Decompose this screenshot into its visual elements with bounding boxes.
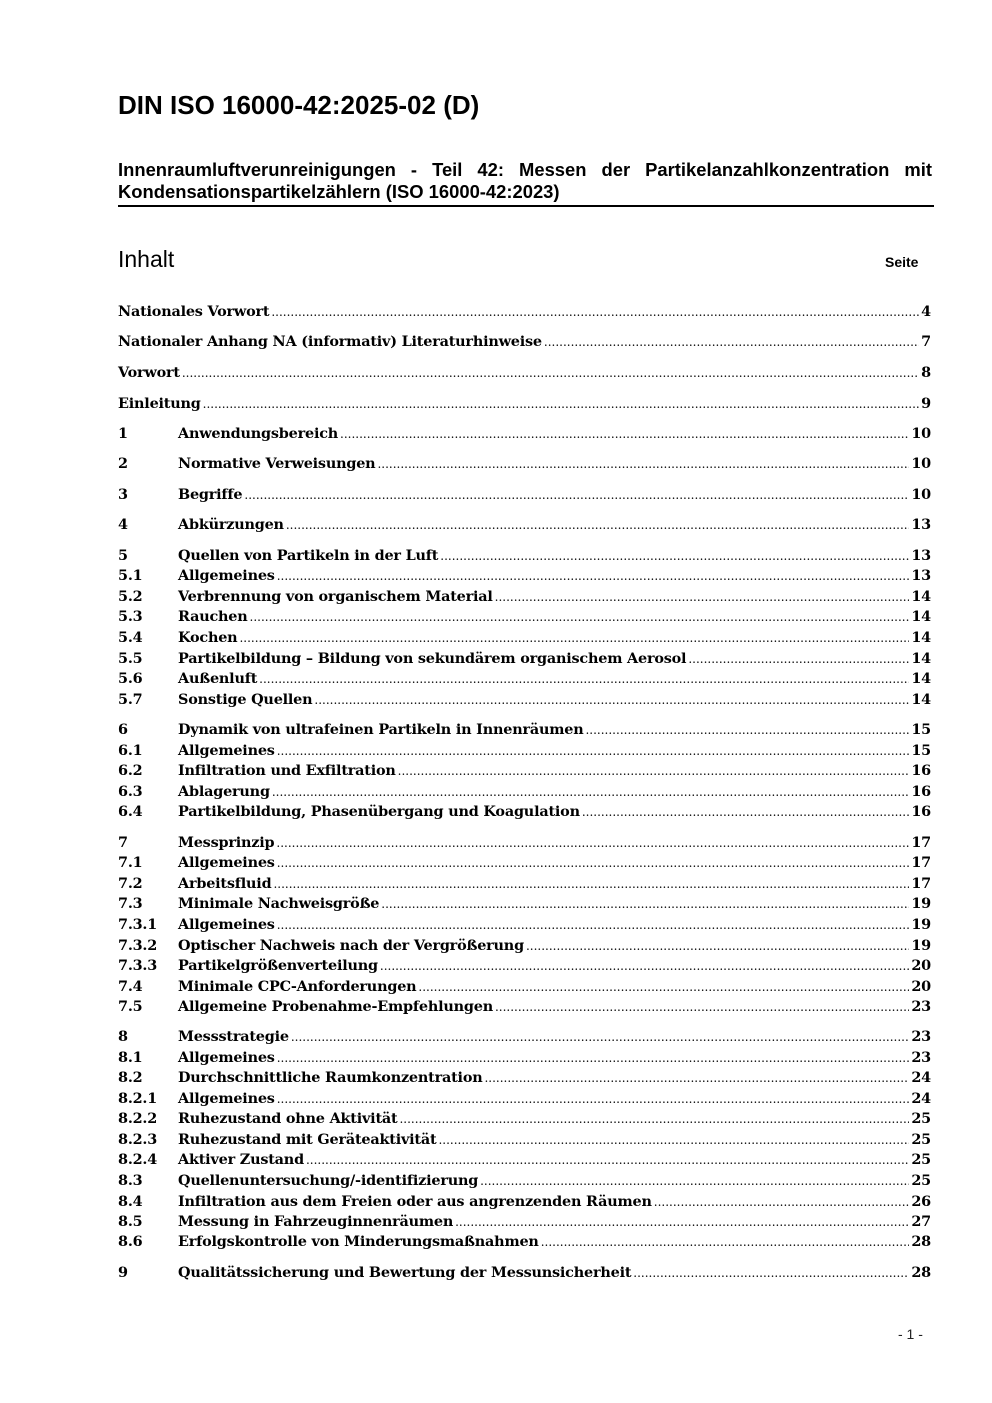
toc-entry[interactable] — [118, 587, 931, 607]
toc-entry-title: Infiltration aus dem Freien oder aus angrenzenden Räumen — [178, 1193, 652, 1210]
toc-entry-page: 24 — [911, 1090, 931, 1107]
toc-dot-leader — [273, 874, 909, 894]
toc-entry-title: Quellen von Partikeln in der Luft — [178, 547, 439, 564]
document-title: DIN ISO 16000-42:2025-02 (D) — [118, 90, 480, 120]
toc-entry[interactable] — [118, 761, 931, 781]
toc-entry[interactable] — [118, 1027, 931, 1047]
toc-entry-page: 4 — [921, 303, 931, 320]
toc-entry-number: 5.3 — [118, 608, 143, 625]
toc-dot-leader — [418, 977, 909, 997]
toc-dot-leader — [544, 332, 919, 352]
toc-entry-page: 26 — [911, 1193, 931, 1210]
toc-entry-title: Allgemeine Probenahme-Empfehlungen — [178, 998, 493, 1015]
toc-dot-leader — [277, 853, 910, 873]
toc-entry-page: 15 — [911, 721, 931, 738]
toc-entry-title: Allgemeines — [178, 1049, 275, 1066]
toc-entry-title: Nationales Vorwort — [118, 303, 270, 320]
toc-dot-leader — [654, 1192, 910, 1212]
toc-dot-leader — [182, 363, 919, 383]
toc-entry-number: 7.2 — [118, 875, 143, 892]
toc-entry-title: Anwendungsbereich — [178, 425, 339, 442]
toc-entry-title: Kochen — [178, 629, 238, 646]
toc-dot-leader — [277, 1089, 910, 1109]
toc-entry[interactable] — [118, 332, 931, 352]
toc-entry-number: 6.1 — [118, 742, 143, 759]
toc-entry-number: 5 — [118, 547, 128, 564]
toc-entry-page: 17 — [911, 834, 931, 851]
toc-entry[interactable] — [118, 833, 931, 853]
toc-entry-title: Abkürzungen — [178, 516, 284, 533]
toc-entry-number: 8 — [118, 1028, 128, 1045]
toc-entry-number: 4 — [118, 516, 128, 533]
toc-entry-page: 10 — [911, 486, 931, 503]
toc-entry-title: Ablagerung — [178, 783, 270, 800]
toc-dot-leader — [272, 782, 910, 802]
toc-entry[interactable] — [118, 607, 931, 627]
toc-entry-number: 7.1 — [118, 854, 143, 871]
toc-entry-title: Nationaler Anhang NA (informativ) Literaturhinweise — [118, 333, 542, 350]
toc-entry[interactable] — [118, 1068, 931, 1088]
toc-entry[interactable] — [118, 566, 931, 586]
toc-entry-title: Verbrennung von organischem Material — [178, 588, 493, 605]
toc-entry[interactable] — [118, 669, 931, 689]
toc-entry-page: 8 — [921, 364, 931, 381]
toc-entry-number: 6.4 — [118, 803, 143, 820]
toc-entry-title: Quellenuntersuchung/-identifizierung — [178, 1172, 479, 1189]
toc-entry-page: 20 — [911, 957, 931, 974]
toc-dot-leader — [239, 628, 909, 648]
toc-entry-page: 16 — [911, 762, 931, 779]
toc-entry[interactable] — [118, 853, 931, 873]
toc-entry[interactable] — [118, 1192, 931, 1212]
toc-entry-title: Allgemeines — [178, 854, 275, 871]
toc-entry[interactable] — [118, 915, 931, 935]
page-column-heading: Seite — [885, 254, 919, 270]
document-subtitle: Innenraumluftverunreinigungen - Teil 42: Messen der Partikelanzahlkonzentration mit Kondensationspartikelzählern (ISO 16000-42:2023) — [118, 159, 932, 202]
toc-dot-leader — [250, 607, 910, 627]
toc-entry[interactable] — [118, 997, 931, 1017]
toc-entry-page: 7 — [921, 333, 931, 350]
toc-entry-page: 25 — [911, 1151, 931, 1168]
toc-entry-page: 14 — [911, 670, 931, 687]
toc-entry[interactable] — [118, 782, 931, 802]
toc-entry-title: Minimale Nachweisgröße — [178, 895, 380, 912]
toc-dot-leader — [314, 690, 909, 710]
toc-dot-leader — [306, 1150, 909, 1170]
toc-entry-number: 8.6 — [118, 1233, 143, 1250]
toc-entry-page: 19 — [911, 895, 931, 912]
toc-entry-number: 8.5 — [118, 1213, 143, 1230]
toc-entry[interactable] — [118, 649, 931, 669]
toc-entry-page: 20 — [911, 978, 931, 995]
toc-entry-page: 16 — [911, 803, 931, 820]
toc-entry-number: 5.1 — [118, 567, 143, 584]
toc-entry[interactable] — [118, 1263, 931, 1283]
toc-dot-leader — [455, 1212, 909, 1232]
toc-dot-leader — [244, 485, 909, 505]
toc-entry-title: Partikelbildung – Bildung von sekundärem organischem Aerosol — [178, 650, 687, 667]
toc-dot-leader — [259, 669, 909, 689]
toc-entry[interactable] — [118, 515, 931, 535]
toc-entry-number: 5.5 — [118, 650, 143, 667]
toc-entry[interactable] — [118, 874, 931, 894]
toc-entry-page: 17 — [911, 875, 931, 892]
toc-entry-page: 24 — [911, 1069, 931, 1086]
toc-entry-number: 5.7 — [118, 691, 143, 708]
toc-entry-title: Allgemeines — [178, 1090, 275, 1107]
toc-entry-page: 14 — [911, 691, 931, 708]
toc-entry[interactable] — [118, 1109, 931, 1129]
toc-dot-leader — [277, 915, 910, 935]
toc-entry-number: 7.3.3 — [118, 957, 158, 974]
toc-entry-title: Durchschnittliche Raumkonzentration — [178, 1069, 483, 1086]
toc-entry[interactable] — [118, 956, 931, 976]
toc-entry-page: 23 — [911, 1028, 931, 1045]
toc-entry-number: 7.3.1 — [118, 916, 158, 933]
toc-entry-title: Arbeitsfluid — [178, 875, 272, 892]
toc-entry-number: 3 — [118, 486, 128, 503]
toc-entry-number: 9 — [118, 1264, 128, 1281]
toc-entry-number: 8.1 — [118, 1049, 143, 1066]
toc-entry-title: Dynamik von ultrafeinen Partikeln in Innenräumen — [178, 721, 584, 738]
toc-entry-page: 13 — [911, 516, 931, 533]
toc-entry-number: 5.6 — [118, 670, 143, 687]
toc-entry[interactable] — [118, 936, 931, 956]
toc-entry-number: 7.4 — [118, 978, 143, 995]
toc-entry-number: 6.3 — [118, 783, 143, 800]
toc-dot-leader — [277, 566, 910, 586]
toc-entry[interactable] — [118, 424, 931, 444]
toc-entry[interactable] — [118, 977, 931, 997]
toc-entry-page: 17 — [911, 854, 931, 871]
toc-entry-title: Erfolgskontrolle von Minderungsmaßnahmen — [178, 1233, 539, 1250]
toc-entry-number: 1 — [118, 425, 128, 442]
toc-entry-page: 25 — [911, 1131, 931, 1148]
toc-dot-leader — [495, 997, 909, 1017]
toc-entry-number: 8.2.2 — [118, 1110, 158, 1127]
toc-entry-page: 13 — [911, 567, 931, 584]
toc-entry-title: Begriffe — [178, 486, 243, 503]
toc-entry-title: Ruhezustand ohne Aktivität — [178, 1110, 398, 1127]
toc-entry[interactable] — [118, 628, 931, 648]
toc-dot-leader — [495, 587, 910, 607]
toc-dot-leader — [582, 802, 910, 822]
toc-dot-leader — [438, 1130, 909, 1150]
toc-dot-leader — [585, 720, 909, 740]
toc-entry-page: 16 — [911, 783, 931, 800]
toc-entry-number: 7.3 — [118, 895, 143, 912]
toc-entry-title: Partikelgrößenverteilung — [178, 957, 378, 974]
toc-dot-leader — [380, 956, 909, 976]
toc-entry-page: 14 — [911, 629, 931, 646]
toc-entry-number: 8.2 — [118, 1069, 143, 1086]
toc-entry-page: 14 — [911, 650, 931, 667]
toc-entry-page: 28 — [911, 1233, 931, 1250]
toc-entry-number: 8.2.4 — [118, 1151, 158, 1168]
toc-dot-leader — [277, 1048, 910, 1068]
toc-entry-page: 27 — [911, 1213, 931, 1230]
toc-entry[interactable] — [118, 720, 931, 740]
contents-heading: Inhalt — [118, 246, 175, 272]
toc-dot-leader — [440, 546, 909, 566]
toc-entry[interactable] — [118, 485, 931, 505]
toc-entry[interactable] — [118, 1171, 931, 1191]
toc-entry-title: Qualitätssicherung und Bewertung der Messunsicherheit — [178, 1264, 632, 1281]
toc-dot-leader — [203, 394, 920, 414]
toc-entry[interactable] — [118, 1232, 931, 1252]
toc-entry[interactable] — [118, 1089, 931, 1109]
toc-entry-page: 14 — [911, 608, 931, 625]
toc-entry-page: 15 — [911, 742, 931, 759]
toc-entry-number: 7 — [118, 834, 128, 851]
toc-entry-title: Allgemeines — [178, 916, 275, 933]
toc-entry[interactable] — [118, 394, 931, 414]
toc-entry[interactable] — [118, 363, 931, 383]
toc-entry[interactable] — [118, 454, 931, 474]
toc-entry-page: 14 — [911, 588, 931, 605]
toc-entry[interactable] — [118, 894, 931, 914]
toc-entry-page: 10 — [911, 425, 931, 442]
toc-entry-number: 8.4 — [118, 1193, 143, 1210]
toc-entry-number: 6 — [118, 721, 128, 738]
toc-dot-leader — [276, 833, 909, 853]
toc-entry[interactable] — [118, 1048, 931, 1068]
toc-entry[interactable] — [118, 1212, 931, 1232]
toc-dot-leader — [633, 1263, 909, 1283]
toc-entry-page: 19 — [911, 916, 931, 933]
toc-entry-number: 8.3 — [118, 1172, 143, 1189]
toc-dot-leader — [480, 1171, 909, 1191]
toc-dot-leader — [277, 741, 910, 761]
toc-entry-number: 8.2.3 — [118, 1131, 158, 1148]
toc-entry-title: Partikelbildung, Phasenübergang und Koagulation — [178, 803, 580, 820]
toc-dot-leader — [291, 1027, 910, 1047]
toc-entry-number: 7.5 — [118, 998, 143, 1015]
toc-dot-leader — [484, 1068, 909, 1088]
title-divider — [118, 205, 934, 207]
toc-entry-page: 13 — [911, 547, 931, 564]
toc-dot-leader — [271, 302, 919, 322]
toc-entry[interactable] — [118, 802, 931, 822]
toc-entry-page: 19 — [911, 937, 931, 954]
toc-entry[interactable] — [118, 690, 931, 710]
page-number-footer: - 1 - — [898, 1326, 923, 1342]
toc-entry-number: 5.2 — [118, 588, 143, 605]
toc-entry-title: Infiltration und Exfiltration — [178, 762, 396, 779]
toc-entry[interactable] — [118, 1150, 931, 1170]
toc-entry-title: Ruhezustand mit Geräteaktivität — [178, 1131, 437, 1148]
toc-dot-leader — [526, 936, 909, 956]
toc-entry[interactable] — [118, 302, 931, 322]
toc-entry-title: Normative Verweisungen — [178, 455, 376, 472]
toc-entry-page: 25 — [911, 1172, 931, 1189]
toc-entry-number: 8.2.1 — [118, 1090, 158, 1107]
toc-entry-title: Einleitung — [118, 395, 201, 412]
toc-dot-leader — [398, 761, 910, 781]
toc-entry-number: 6.2 — [118, 762, 143, 779]
toc-entry-page: 23 — [911, 1049, 931, 1066]
toc-dot-leader — [399, 1109, 909, 1129]
toc-dot-leader — [286, 515, 910, 535]
toc-entry-page: 9 — [921, 395, 931, 412]
toc-entry-number: 2 — [118, 455, 128, 472]
toc-dot-leader — [381, 894, 909, 914]
toc-entry-title: Messprinzip — [178, 834, 275, 851]
toc-entry-number: 7.3.2 — [118, 937, 158, 954]
toc-entry-page: 28 — [911, 1264, 931, 1281]
toc-entry-title: Allgemeines — [178, 567, 275, 584]
toc-dot-leader — [377, 454, 909, 474]
toc-entry[interactable] — [118, 741, 931, 761]
toc-dot-leader — [541, 1232, 910, 1252]
toc-entry[interactable] — [118, 1130, 931, 1150]
toc-entry-page: 10 — [911, 455, 931, 472]
toc-entry-title: Rauchen — [178, 608, 248, 625]
toc-dot-leader — [688, 649, 909, 669]
toc-entry-page: 25 — [911, 1110, 931, 1127]
toc-entry-title: Außenluft — [178, 670, 258, 687]
toc-entry-title: Vorwort — [118, 364, 180, 381]
toc-entry-title: Allgemeines — [178, 742, 275, 759]
toc-entry-page: 23 — [911, 998, 931, 1015]
toc-entry-title: Messung in Fahrzeuginnenräumen — [178, 1213, 454, 1230]
toc-dot-leader — [340, 424, 909, 444]
toc-entry-title: Optischer Nachweis nach der Vergrößerung — [178, 937, 524, 954]
toc-entry-number: 5.4 — [118, 629, 143, 646]
toc-entry-title: Minimale CPC-Anforderungen — [178, 978, 417, 995]
toc-entry-title: Sonstige Quellen — [178, 691, 313, 708]
toc-entry-title: Aktiver Zustand — [178, 1151, 304, 1168]
toc-entry-title: Messstrategie — [178, 1028, 289, 1045]
toc-entry[interactable] — [118, 546, 931, 566]
